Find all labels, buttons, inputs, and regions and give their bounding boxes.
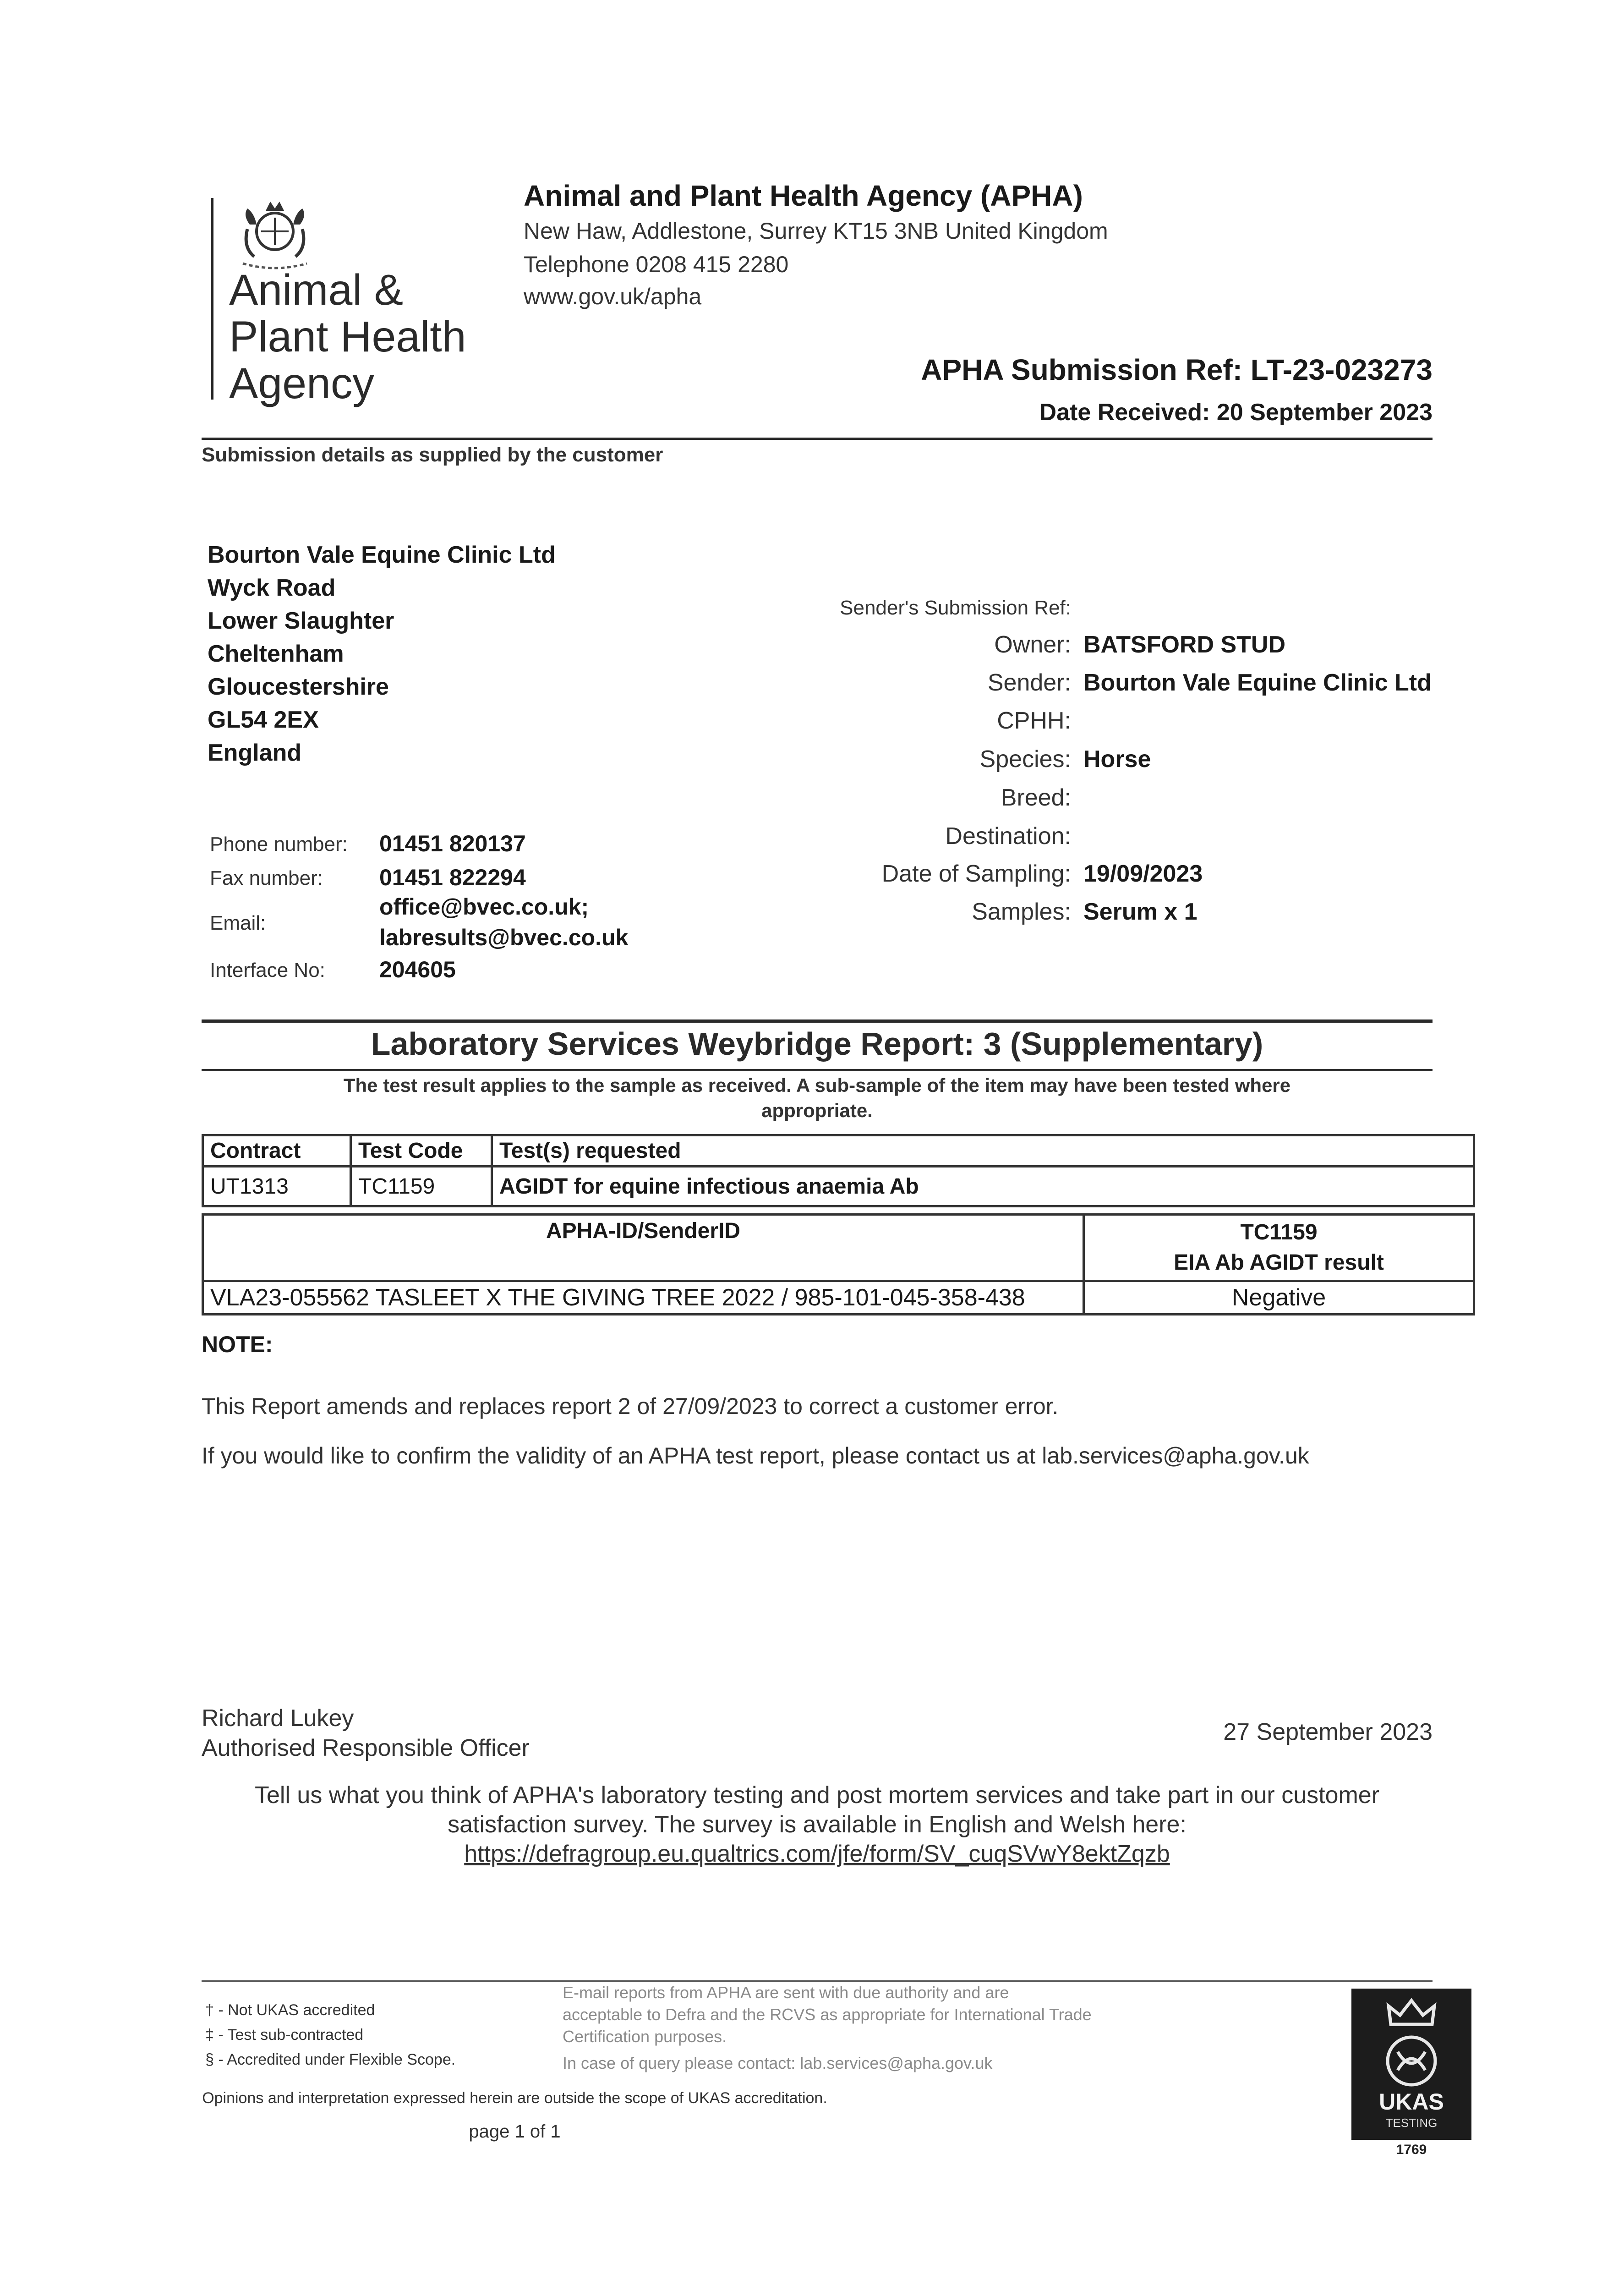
destination-label: Destination: (945, 823, 1071, 850)
agency-name: Animal and Plant Health Agency (APHA) (524, 179, 1083, 212)
table-header-row (203, 1215, 1474, 1281)
submission-ref: APHA Submission Ref: LT-23-023273 (921, 353, 1433, 386)
ukas-testing: TESTING (1385, 2116, 1438, 2130)
date-received: Date Received: 20 September 2023 (1039, 399, 1433, 426)
crown-icon (1382, 1997, 1441, 2029)
details-caption: Submission details as supplied by the customer (202, 444, 663, 466)
note-label: NOTE: (202, 1332, 273, 1357)
column-header: Test Code (351, 1135, 492, 1167)
ukas-tick-icon (1384, 2033, 1439, 2088)
logo-text-line3: Agency (229, 359, 374, 408)
report-subtitle-1: The test result applies to the sample as received. A sub-sample of the item may have been tested where (343, 1074, 1291, 1096)
email-value-2[interactable]: labresults@bvec.co.uk (379, 925, 629, 950)
sampling-value: 19/09/2023 (1083, 860, 1203, 887)
species-value: Horse (1083, 746, 1151, 773)
cphh-label: CPHH: (997, 707, 1071, 734)
email-notice (563, 1982, 1092, 2048)
royal-crest-icon (229, 197, 321, 275)
address-line: England (208, 740, 302, 766)
tests-table (202, 1134, 1475, 1207)
interface-label: Interface No: (210, 959, 325, 981)
table-cell: UT1313 (203, 1167, 351, 1206)
address-line: Bourton Vale Equine Clinic Ltd (208, 542, 556, 568)
legend-item: ‡ - Test sub-contracted (205, 2026, 364, 2044)
logo-divider (211, 198, 213, 400)
breed-label: Breed: (1001, 784, 1071, 811)
agency-address: New Haw, Addlestone, Surrey KT15 3NB United Kingdom (524, 218, 1108, 244)
query-contact: In case of query please contact: lab.services@apha.gov.uk (563, 2054, 993, 2072)
survey-line-2: satisfaction survey. The survey is available in English and Welsh here: (448, 1811, 1187, 1838)
customer-address (208, 538, 556, 769)
logo-text-line2: Plant Health (229, 312, 466, 361)
table-cell: TC1159 (351, 1167, 492, 1206)
ukas-badge (1351, 1989, 1471, 2140)
phone-label: Phone number: (210, 833, 348, 855)
results-table (202, 1213, 1475, 1315)
email-notice-line: Certification purposes. (563, 2027, 727, 2046)
agency-website[interactable]: www.gov.uk/apha (524, 284, 702, 309)
table-cell: AGIDT for equine infectious anaemia Ab (492, 1167, 1474, 1206)
email-notice-line: acceptable to Defra and the RCVS as appropriate for International Trade (563, 2005, 1092, 2024)
legend-item: § - Accredited under Flexible Scope. (205, 2051, 456, 2068)
sampling-label: Date of Sampling: (881, 860, 1071, 887)
sender-value: Bourton Vale Equine Clinic Ltd (1083, 669, 1432, 696)
owner-label: Owner: (994, 631, 1071, 658)
email-value-1[interactable]: office@bvec.co.uk; (379, 894, 589, 920)
agency-telephone: Telephone 0208 415 2280 (524, 252, 789, 277)
sender-ref-label: Sender's Submission Ref: (840, 597, 1071, 619)
note-line-2: If you would like to confirm the validity of an APHA test report, please contact us at lab.services@apha.gov.uk (202, 1443, 1309, 1469)
address-line: Lower Slaughter (208, 608, 394, 634)
column-header: APHA-ID/SenderID (203, 1215, 1084, 1281)
table-cell: Negative (1084, 1281, 1474, 1315)
logo-text-line1: Animal & (229, 266, 404, 314)
address-line: GL54 2EX (208, 707, 319, 733)
samples-label: Samples: (972, 899, 1071, 925)
ukas-word: UKAS (1379, 2089, 1444, 2115)
email-label: Email: (210, 912, 266, 934)
survey-line-1: Tell us what you think of APHA's laboratory testing and post mortem services and take part in our customer (254, 1782, 1380, 1809)
table-row (203, 1167, 1474, 1206)
fax-value: 01451 822294 (379, 865, 526, 890)
interface-value: 204605 (379, 957, 456, 982)
signatory-name: Richard Lukey (202, 1705, 354, 1732)
species-label: Species: (979, 746, 1071, 773)
column-header: Contract (203, 1135, 351, 1167)
result-header-name: EIA Ab AGIDT result (1174, 1250, 1384, 1275)
result-column-header (1084, 1215, 1474, 1281)
table-row (203, 1281, 1474, 1315)
samples-value: Serum x 1 (1083, 899, 1197, 925)
note-line-1: This Report amends and replaces report 2 of 27/09/2023 to correct a customer error. (202, 1393, 1059, 1419)
phone-value: 01451 820137 (379, 831, 526, 856)
report-rule-bottom (202, 1069, 1433, 1071)
report-subtitle-2: appropriate. (761, 1100, 873, 1121)
header-rule (202, 438, 1433, 440)
result-header-code: TC1159 (1240, 1220, 1318, 1244)
survey-link[interactable]: https://defragroup.eu.qualtrics.com/jfe/form/SV_cuqSVwY8ektZqzb (464, 1841, 1170, 1867)
opinions-statement: Opinions and interpretation expressed herein are outside the scope of UKAS accreditation. (202, 2089, 827, 2107)
ukas-number: 1769 (1396, 2142, 1427, 2157)
footer-legend (205, 1998, 455, 2072)
table-cell: VLA23-055562 TASLEET X THE GIVING TREE 2022 / 985-101-045-358-438 (203, 1281, 1084, 1315)
report-title: Laboratory Services Weybridge Report: 3 (Supplementary) (371, 1026, 1263, 1062)
owner-value: BATSFORD STUD (1083, 631, 1286, 658)
signatory-role: Authorised Responsible Officer (202, 1735, 530, 1761)
fax-label: Fax number: (210, 867, 323, 889)
column-header: Test(s) requested (492, 1135, 1474, 1167)
address-line: Wyck Road (208, 575, 336, 601)
signature-date: 27 September 2023 (1223, 1719, 1433, 1745)
address-line: Gloucestershire (208, 674, 389, 700)
email-notice-line: E-mail reports from APHA are sent with due authority and are (563, 1983, 1009, 2002)
address-line: Cheltenham (208, 641, 344, 667)
legend-item: † - Not UKAS accredited (205, 2001, 375, 2019)
table-header-row (203, 1135, 1474, 1167)
page-number: page 1 of 1 (469, 2121, 561, 2142)
report-rule-top (202, 1019, 1433, 1023)
sender-label: Sender: (987, 669, 1071, 696)
